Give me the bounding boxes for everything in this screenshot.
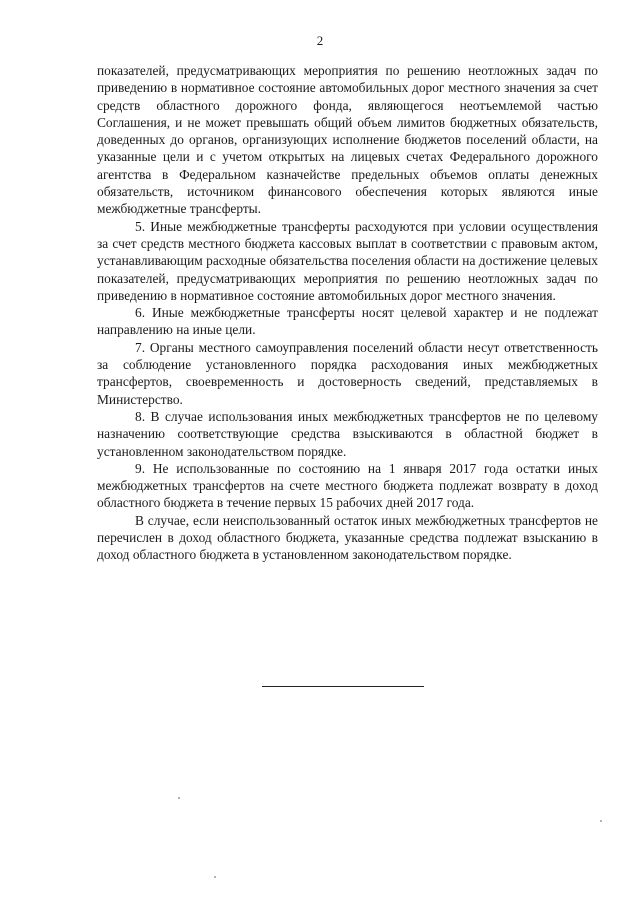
page-number: 2 xyxy=(316,33,324,48)
closing-separator-line xyxy=(262,686,424,687)
paragraph-item-8: 8. В случае использования иных межбюджетных трансфертов не по целевому назначению соответствующие средства взыскиваются в областной бюджет в установленном законодательством порядке. xyxy=(97,408,598,459)
paragraph-final: В случае, если неиспользованный остаток иных межбюджетных трансфертов не перечислен в доход областного бюджета, указанные средства подлежат взысканию в доход областного бюджета в установленном законодательством порядке. xyxy=(97,512,598,563)
paragraph-item-7: 7. Органы местного самоуправления поселений области несут ответственность за соблюдение установленного порядка расходования иных межбюджетных трансфертов, своевременность и достоверность сведений, представляемых в Министерство. xyxy=(97,339,598,407)
paragraph-item-6: 6. Иные межбюджетные трансферты носят целевой характер и не подлежат направлению на иные цели. xyxy=(97,305,598,338)
scan-speck xyxy=(600,820,602,822)
paragraph-item-9: 9. Не использованные по состоянию на 1 января 2017 года остатки иных межбюджетных трансфертов на счете местного бюджета подлежат возврату в доход областного бюджета в течение первых 15 рабочих дней 2017 года. xyxy=(97,460,598,511)
scan-speck xyxy=(214,876,216,878)
scan-speck xyxy=(178,797,180,799)
paragraph-item-5: 5. Иные межбюджетные трансферты расходуются при условии осуществления за счет средств местного бюджета кассовых выплат в соответствии с правовым актом, устанавливающим расходные обязательства поселения области на достижение целевых показателей, предусматривающих мероприятия по решению неотложных задач по приведению в нормативное состояние автомобильных дорог местного значения. xyxy=(97,218,598,303)
paragraph-continuation: показателей, предусматривающих мероприятия по решению неотложных задач по приведению в нормативное состояние автомобильных дорог местного значения за счет средств областного дорожного фонда, являющегося неотъемлемой частью Соглашения, и не может превышать общий объем лимитов бюджетных обязательств, доведенных до органов, организующих исполнение бюджетов поселений области, на указанные цели и с учетом открытых на лицевых счетах Федерального дорожного агентства в Федеральном казначействе предельных объемов оплаты денежных обязательств, источником финансового обеспечения которых являются иные межбюджетные трансферты. xyxy=(97,63,598,217)
document-body xyxy=(97,62,598,564)
